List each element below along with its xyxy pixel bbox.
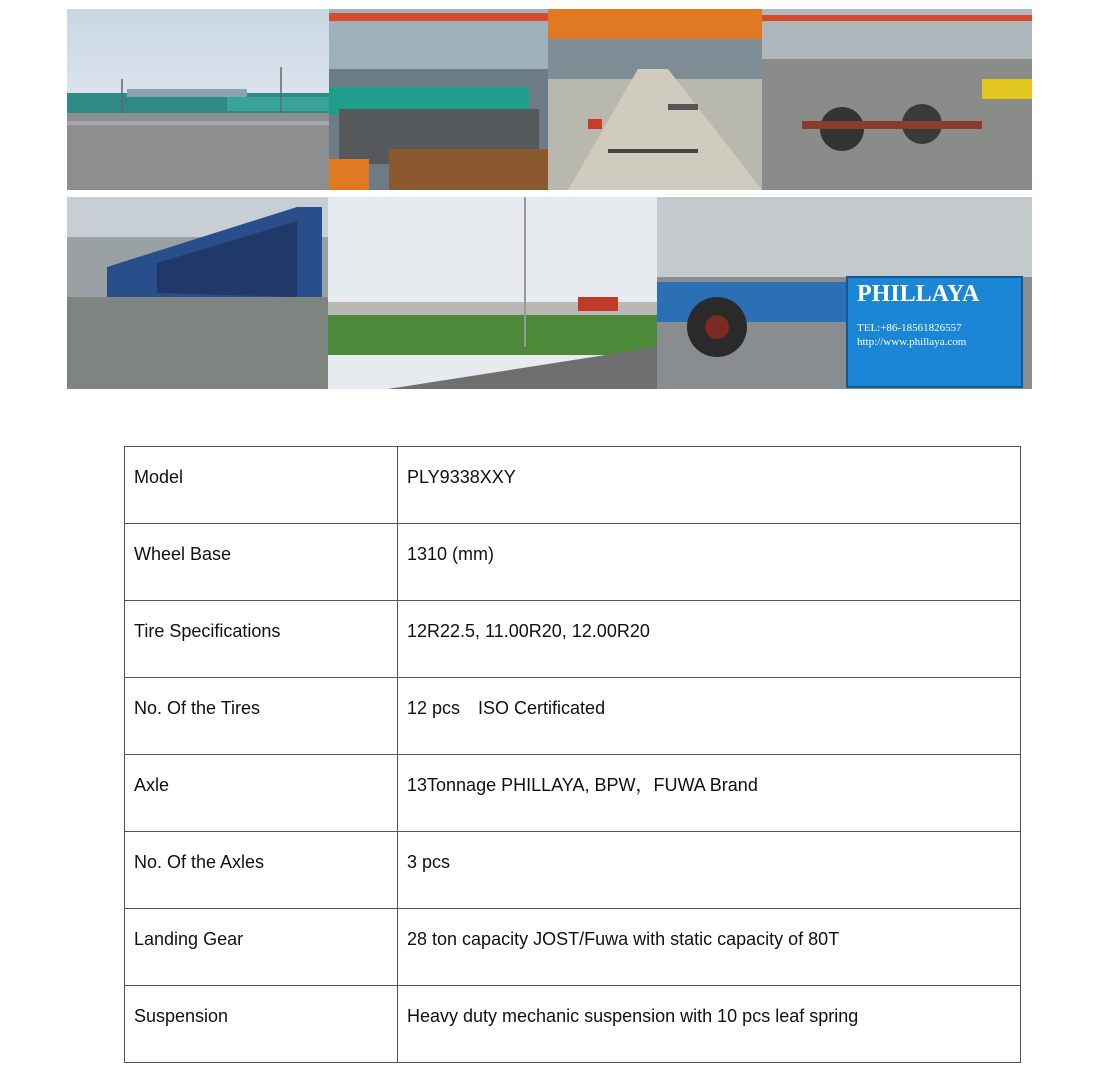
spec-table	[124, 446, 1021, 1063]
spec-value: 1310 (mm)	[398, 524, 1021, 601]
spec-value: 12 pcs ISO Certificated	[398, 678, 1021, 755]
spec-label: Landing Gear	[125, 909, 398, 986]
spec-label: Axle	[125, 755, 398, 832]
table-row	[125, 678, 1021, 755]
tanker-toolbox-photo	[657, 197, 1032, 389]
spec-value: 28 ton capacity JOST/Fuwa with static capacity of 80T	[398, 909, 1021, 986]
table-row	[125, 601, 1021, 678]
tanker-yard-photo	[328, 197, 657, 389]
brand-name: PHILLAYA	[857, 281, 980, 307]
table-row	[125, 447, 1021, 524]
table-row	[125, 832, 1021, 909]
spec-value: 12R22.5, 11.00R20, 12.00R20	[398, 601, 1021, 678]
spec-label: Wheel Base	[125, 524, 398, 601]
spec-label: Model	[125, 447, 398, 524]
trailer-frame-photo	[67, 197, 328, 389]
brand-tel: TEL:+86-18561826557	[857, 322, 962, 334]
spec-label: Tire Specifications	[125, 601, 398, 678]
factory-exterior-photo	[67, 9, 329, 190]
spec-label: No. Of the Axles	[125, 832, 398, 909]
table-row	[125, 986, 1021, 1063]
brand-web: http://www.phillaya.com	[857, 336, 967, 348]
table-row	[125, 524, 1021, 601]
assembly-floor-photo	[548, 9, 762, 190]
spec-label: Suspension	[125, 986, 398, 1063]
axle-assembly-photo	[762, 9, 1032, 190]
spec-value: 13Tonnage PHILLAYA, BPW，FUWA Brand	[398, 755, 1021, 832]
spec-value: Heavy duty mechanic suspension with 10 pcs leaf spring	[398, 986, 1021, 1063]
spec-value: PLY9338XXY	[398, 447, 1021, 524]
table-row	[125, 909, 1021, 986]
spec-label: No. Of the Tires	[125, 678, 398, 755]
workshop-plate-photo	[329, 9, 548, 190]
spec-value: 3 pcs	[398, 832, 1021, 909]
table-row	[125, 755, 1021, 832]
